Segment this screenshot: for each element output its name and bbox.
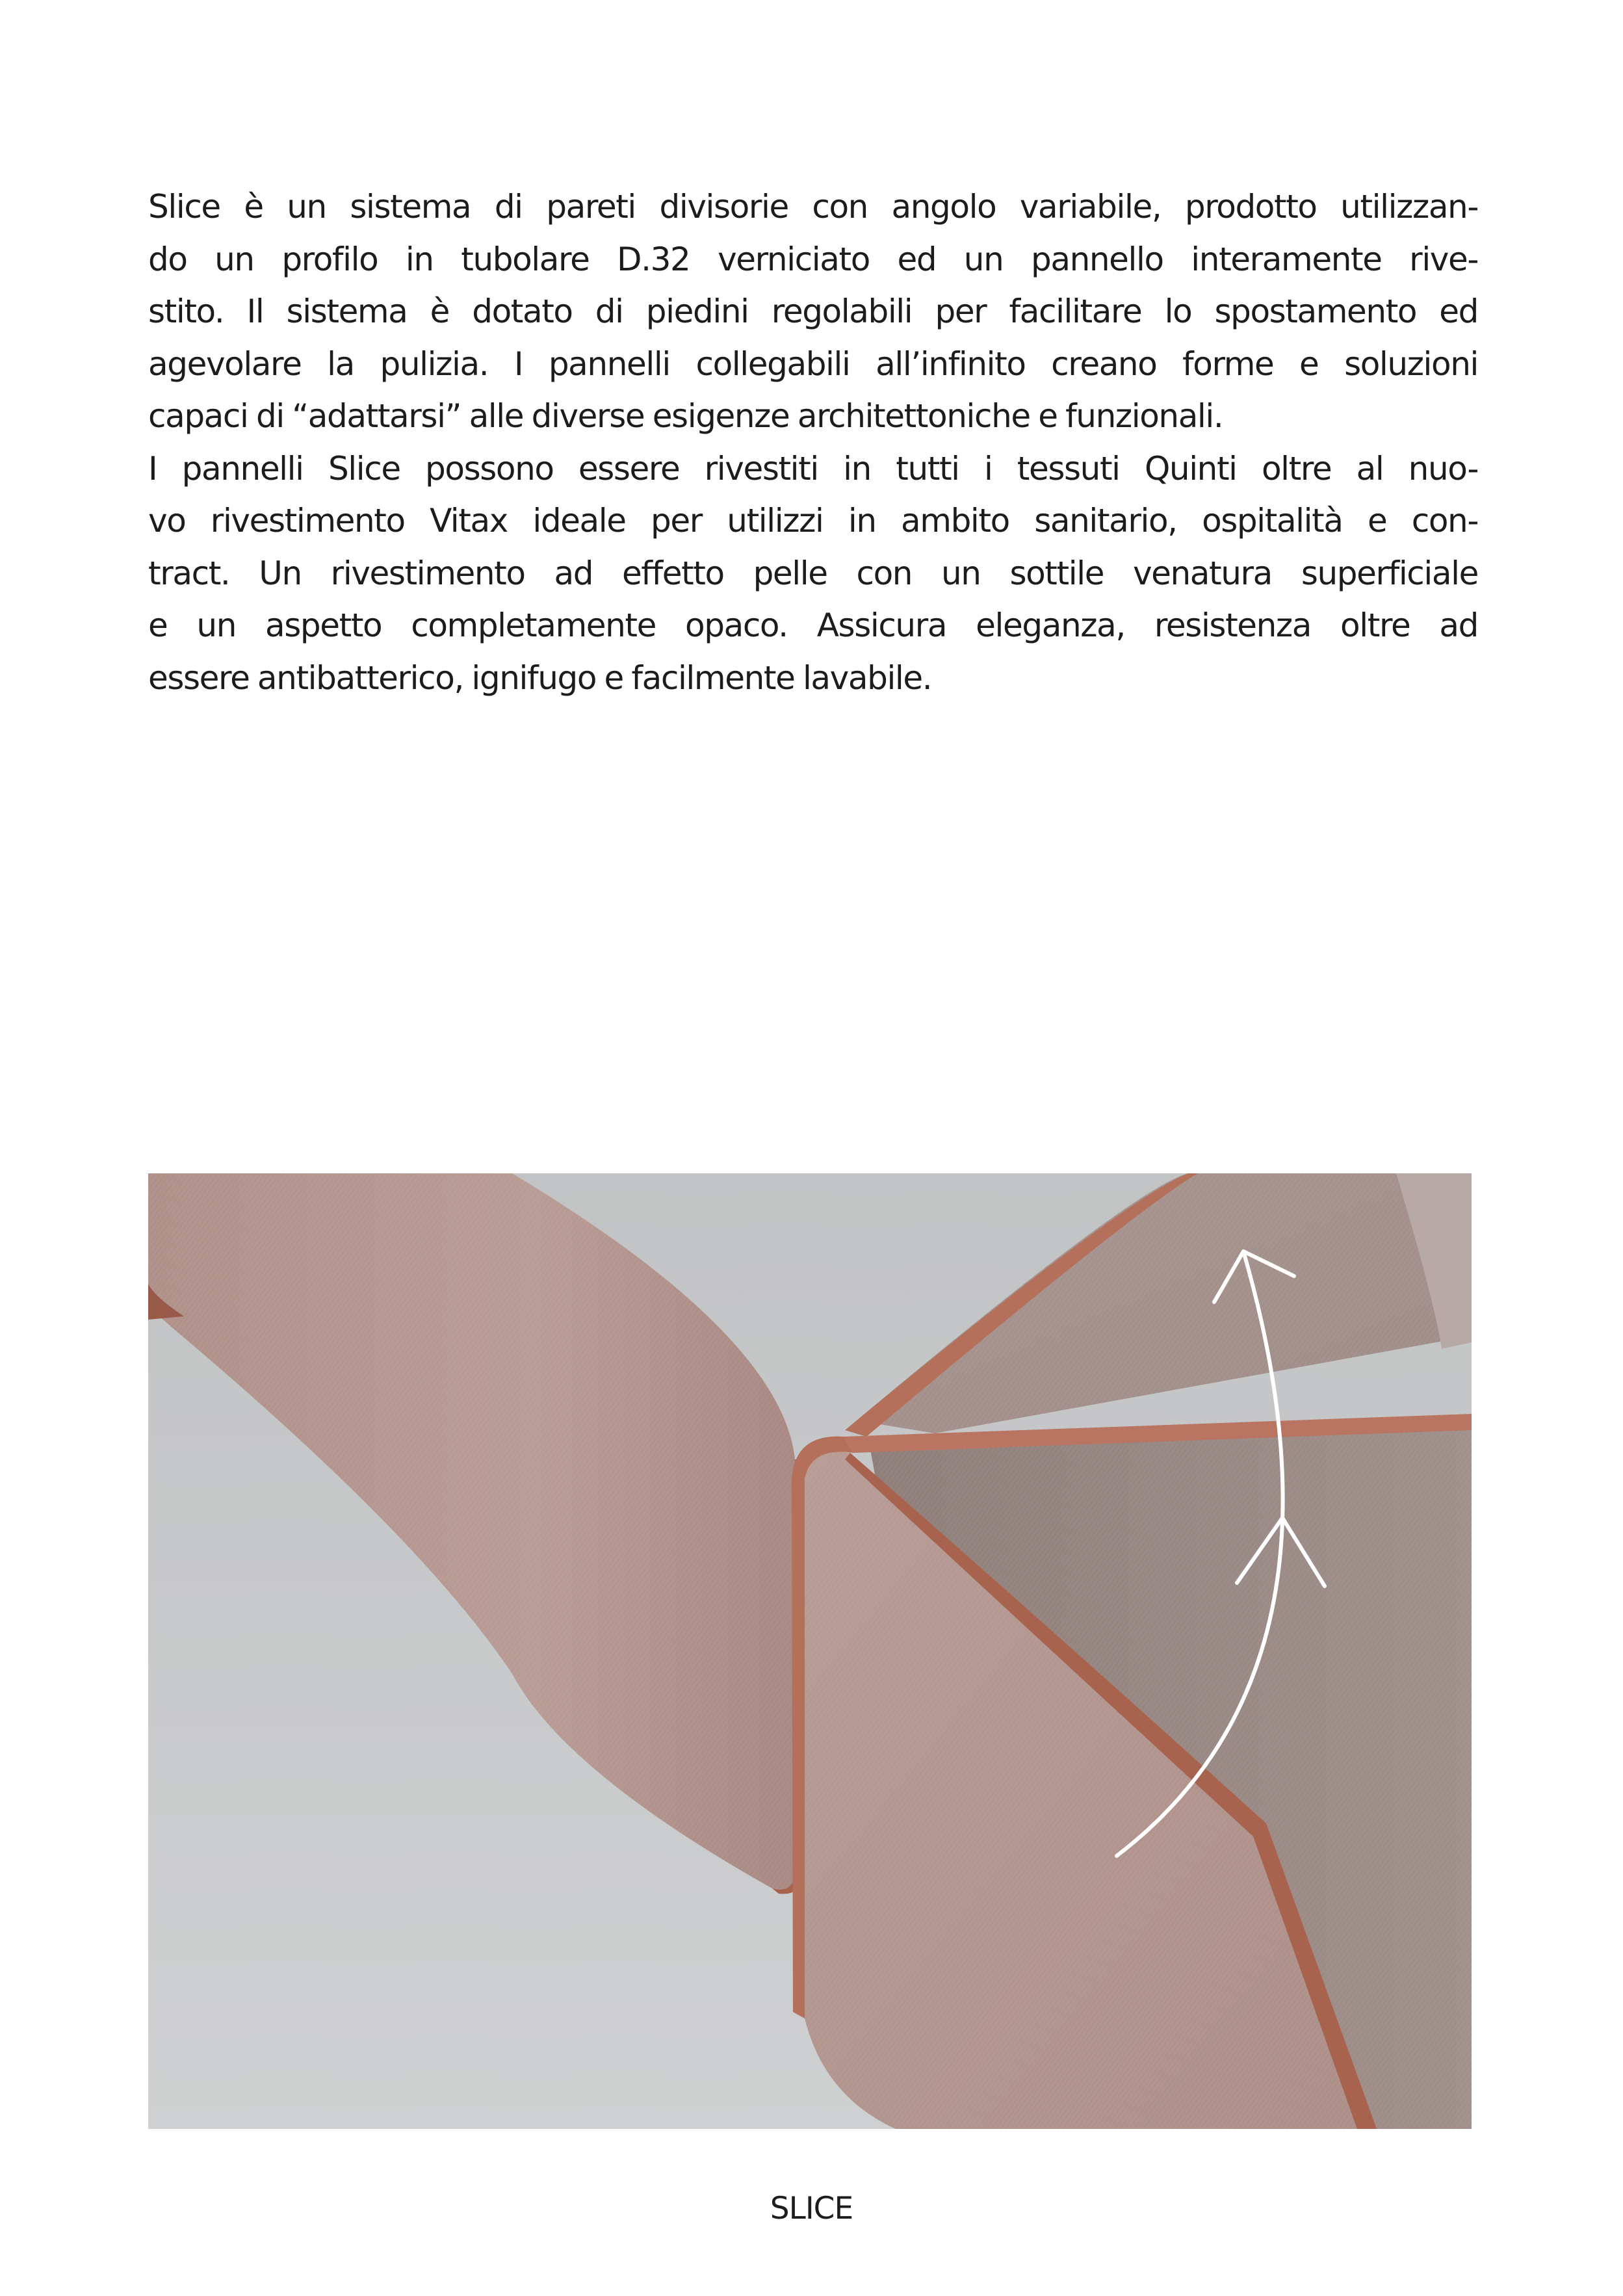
text-line: capaci di “adattarsi” alle diverse esigenze architettoniche e funzionali. [148, 397, 1223, 435]
text-line: do un profilo in tubolare D.32 verniciato ed un pannello interamente rive- [148, 240, 1478, 278]
text-line: I pannelli Slice possono essere rivestiti in tutti i tessuti Quinti oltre al nuo- [148, 449, 1478, 488]
body-text [148, 181, 1478, 704]
text-line: essere antibatterico, ignifugo e facilmente lavabile. [148, 659, 932, 697]
text-line: Slice è un sistema di pareti divisorie con angolo variabile, prodotto utilizzan- [148, 188, 1478, 226]
text-line: vo rivestimento Vitax ideale per utilizzi in ambito sanitario, ospitalità e con- [148, 502, 1478, 540]
text-line: stito. Il sistema è dotato di piedini regolabili per facilitare lo spostamento ed [148, 293, 1478, 330]
page-caption: SLICE [770, 2191, 853, 2226]
text-line: agevolare la pulizia. I pannelli collegabili all’infinito creano forme e soluzioni [148, 345, 1478, 383]
text-line: e un aspetto completamente opaco. Assicura eleganza, resistenza oltre ad [148, 607, 1478, 644]
slice-panels-illustration [148, 1173, 1472, 2129]
product-photo [148, 1173, 1472, 2129]
text-line: tract. Un rivestimento ad effetto pelle con un sottile venatura superficiale [148, 554, 1478, 592]
